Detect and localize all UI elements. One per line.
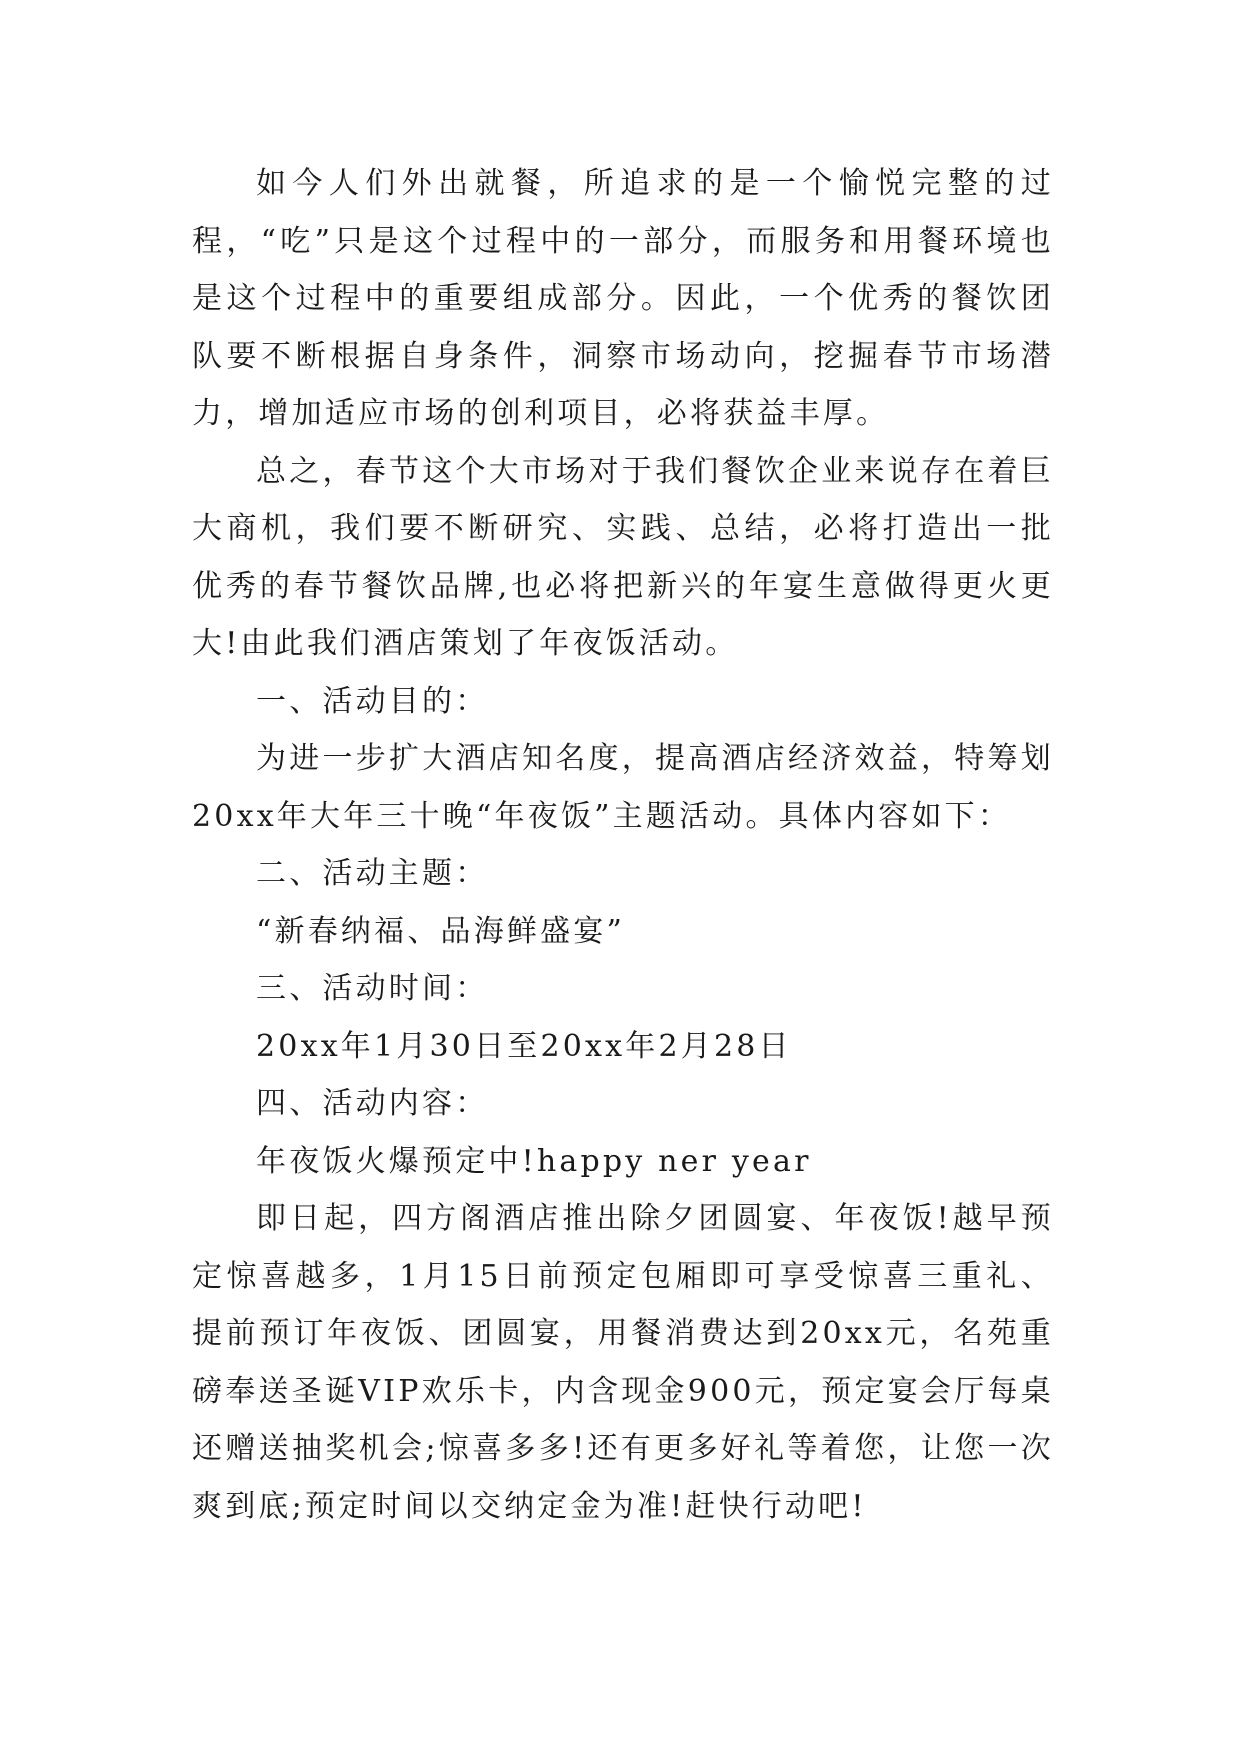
heading-activity-time: 三、活动时间： [256, 971, 489, 1006]
document-page [192, 155, 1054, 1535]
text-booking-headline: 年夜饭火爆预定中!happy ner year [256, 1143, 812, 1179]
text-activity-time: 20xx年1月30日至20xx年2月28日 [256, 1028, 792, 1064]
heading-activity-theme: 二、活动主题： [256, 856, 489, 891]
paragraph-activity-details: 即日起，四方阁酒店推出除夕团圆宴、年夜饭!越早预定惊喜越多，1月15日前预定包厢即可享受惊喜三重礼、提前预订年夜饭、团圆宴，用餐消费达到20xx元，名苑重磅奉送圣诞VIP欢乐卡，内含现金900元，预定宴会厅每桌还赠送抽奖机会;惊喜多多!还有更多好礼等着您，让您一次爽到底;预定时间以交纳定金为准!赶快行动吧! [192, 1201, 1054, 1524]
paragraph-summary: 总之，春节这个大市场对于我们餐饮企业来说存在着巨大商机，我们要不断研究、实践、总结，必将打造出一批优秀的春节餐饮品牌,也必将把新兴的年宴生意做得更火更大!由此我们酒店策划了年夜饭活动。 [192, 453, 1054, 661]
text-activity-theme: “新春纳福、品海鲜盛宴” [256, 913, 626, 949]
paragraph-market-intro: 如今人们外出就餐，所追求的是一个愉悦完整的过程，“吃”只是这个过程中的一部分，而服务和用餐环境也是这个过程中的重要组成部分。因此，一个优秀的餐饮团队要不断根据自身条件，洞察市场动向，挖掘春节市场潜力，增加适应市场的创利项目，必将获益丰厚。 [192, 166, 1054, 431]
heading-activity-content: 四、活动内容： [256, 1086, 489, 1121]
heading-activity-purpose: 一、活动目的： [256, 683, 489, 719]
paragraph-activity-purpose: 为进一步扩大酒店知名度，提高酒店经济效益，特筹划20xx年大年三十晚“年夜饭”主题活动。具体内容如下： [192, 741, 1054, 834]
